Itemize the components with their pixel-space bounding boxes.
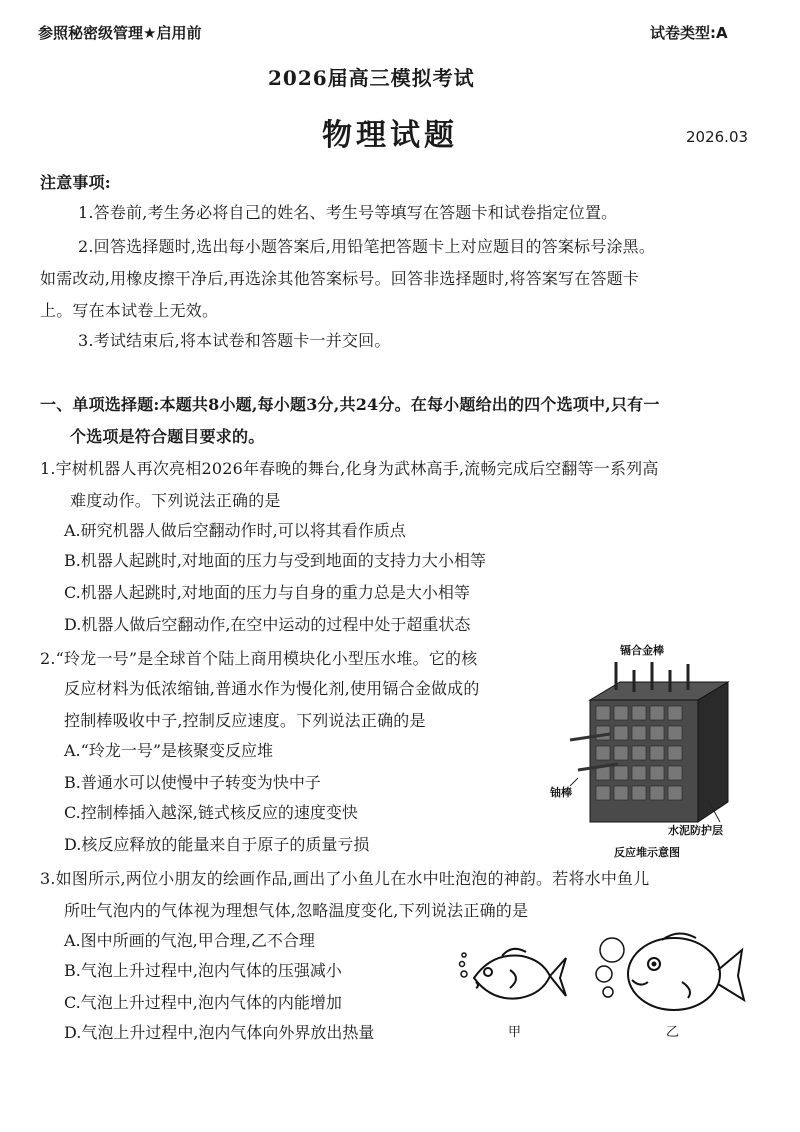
- note-2-line-1: 2.回答选择题时,选出每小题答案后,用铅笔把答题卡上对应题目的答案标号涂黑。: [78, 237, 656, 256]
- label-concrete-layer: 水泥防护层: [668, 824, 723, 837]
- q1-option-d: D.机器人做后空翻动作,在空中运动的过程中处于超重状态: [64, 615, 471, 634]
- subject-title: 物理试题: [322, 118, 458, 153]
- q3-option-d: D.气泡上升过程中,泡内气体向外界放出热量: [64, 1023, 375, 1042]
- label-uranium-rod: 铀棒: [550, 786, 572, 799]
- q3-option-b: B.气泡上升过程中,泡内气体的压强减小: [64, 961, 342, 980]
- q2-option-c: C.控制棒插入越深,链式核反应的速度变快: [64, 803, 358, 822]
- note-2-line-3: 上。写在本试卷上无效。: [40, 301, 219, 320]
- fish-jia-drawing: [474, 949, 566, 999]
- label-yi: 乙: [666, 1025, 680, 1040]
- label-cadmium-rod: 镉合金棒: [620, 644, 664, 657]
- paper-type-label: 试卷类型:A: [650, 24, 728, 42]
- reactor-diagram: [548, 640, 780, 862]
- q1-option-c: C.机器人起跳时,对地面的压力与自身的重力总是大小相等: [64, 583, 470, 602]
- fish-yi-drawing: [628, 933, 744, 1010]
- q1-option-b: B.机器人起跳时,对地面的压力与受到地面的支持力大小相等: [64, 551, 486, 570]
- exam-date: 2026.03: [686, 128, 749, 146]
- note-2-line-2: 如需改动,用橡皮擦干净后,再选涂其他答案标号。回答非选择题时,将答案写在答题卡: [40, 269, 640, 288]
- q1-option-a: A.研究机器人做后空翻动作时,可以将其看作质点: [64, 521, 406, 540]
- bubbles-yi: [596, 938, 624, 997]
- q2-option-d: D.核反应释放的能量来自于原子的质量亏损: [64, 835, 370, 854]
- q3-option-c: C.气泡上升过程中,泡内气体的内能增加: [64, 993, 342, 1012]
- note-1: 1.答卷前,考生务必将自己的姓名、考生号等填写在答题卡和试卷指定位置。: [78, 203, 618, 222]
- q2-option-a: A.“玲龙一号”是核聚变反应堆: [64, 741, 274, 760]
- section-1-line-2: 个选项是符合题目要求的。: [70, 427, 265, 446]
- q2-stem-line-3: 控制棒吸收中子,控制反应速度。下列说法正确的是: [64, 711, 426, 730]
- bubbles-jia: [460, 953, 468, 977]
- q2-option-b: B.普通水可以使慢中子转变为快中子: [64, 773, 321, 792]
- label-jia: 甲: [508, 1025, 522, 1040]
- q1-stem-line-2: 难度动作。下列说法正确的是: [70, 491, 281, 510]
- q3-stem-line-2: 所吐气泡内的气体视为理想气体,忽略温度变化,下列说法正确的是: [64, 901, 529, 920]
- q2-stem-line-2: 反应材料为低浓缩铀,普通水作为慢化剂,使用镉合金做成的: [64, 679, 480, 698]
- q2-stem-line-1: 2.“玲龙一号”是全球首个陆上商用模块化小型压水堆。它的核: [40, 649, 478, 668]
- note-3: 3.考试结束后,将本试卷和答题卡一并交回。: [78, 331, 391, 350]
- exam-title: 2026届高三模拟考试: [268, 66, 475, 90]
- fish-drawings: [452, 930, 752, 1042]
- notes-heading: 注意事项:: [40, 173, 111, 192]
- q1-stem-line-1: 1.宇树机器人再次亮相2026年春晚的舞台,化身为武林高手,流畅完成后空翻等一系列高: [40, 459, 659, 478]
- section-1-line-1: 一、单项选择题:本题共8小题,每小题3分,共24分。在每小题给出的四个选项中,只有一: [40, 395, 660, 414]
- q3-option-a: A.图中所画的气泡,甲合理,乙不合理: [64, 931, 315, 950]
- figure-caption-reactor: 反应堆示意图: [614, 846, 680, 859]
- q3-stem-line-1: 3.如图所示,两位小朋友的绘画作品,画出了小鱼儿在水中吐泡泡的神韵。若将水中鱼儿: [40, 869, 650, 888]
- confidential-label: 参照秘密级管理★启用前: [38, 24, 202, 42]
